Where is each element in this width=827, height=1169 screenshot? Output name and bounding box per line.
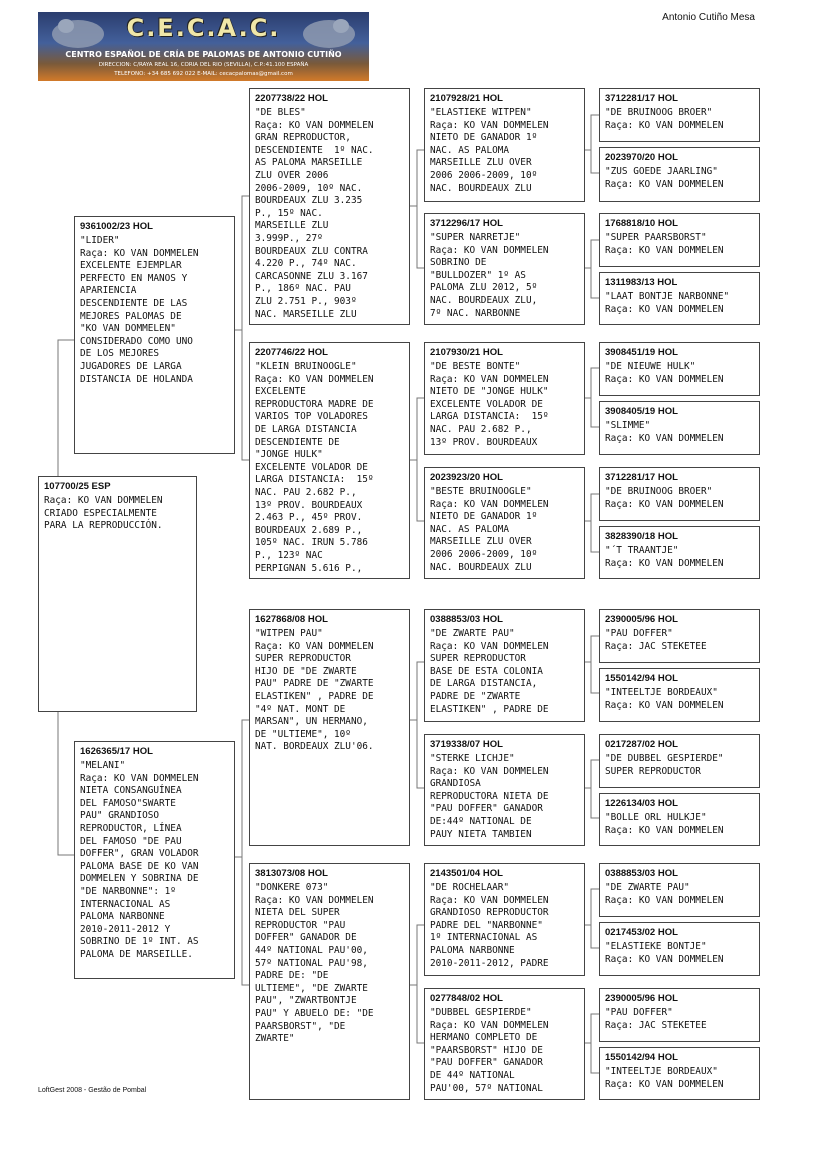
grandparent-card (249, 88, 410, 325)
ring-number: 0388853/03 HOL (605, 868, 678, 879)
ring-number: 1768818/10 HOL (605, 218, 678, 229)
grandparent-card (249, 609, 410, 846)
description: "DE BRUINOOG BROER" Raça: KO VAN DOMMELEN (605, 486, 724, 510)
description: "SLIMME" Raça: KO VAN DOMMELEN (605, 420, 724, 444)
great-grandparent-card (424, 88, 585, 202)
great-grandparent-card (424, 342, 585, 455)
ring-number: 2107930/21 HOL (430, 347, 503, 358)
ancestor-card (599, 213, 760, 267)
grandparent-card (249, 863, 410, 1100)
footer-text: LoftGest 2008 - Gestão de Pombal (38, 1087, 147, 1094)
great-grandparent-card (424, 609, 585, 722)
description: "INTEELTJE BORDEAUX" Raça: KO VAN DOMMELEN (605, 687, 724, 711)
logo-subtitle: CENTRO ESPAÑOL DE CRÍA DE PALOMAS DE ANTONIO CUTIÑO (65, 50, 342, 59)
great-grandparent-card (424, 988, 585, 1100)
ring-number: 1311983/13 HOL (605, 277, 678, 288)
great-grandparent-card (424, 213, 585, 325)
ancestor-card (599, 793, 760, 846)
description: Raça: KO VAN DOMMELEN CRIADO ESPECIALMENTE PARA LA REPRODUCCIÓN. (44, 495, 163, 532)
ring-number: 107700/25 ESP (44, 481, 111, 492)
ring-number: 2207746/22 HOL (255, 347, 328, 358)
description: "SUPER NARRETJE" Raça: KO VAN DOMMELEN SOBRINO DE "BULLDOZER" 1º AS PALOMA ZLU 2012, 5º NAC. BOURDEAUX ZLU, 7º NAC. NARBONNE (430, 232, 549, 319)
ring-number: 2390005/96 HOL (605, 993, 678, 1004)
description: "KLEIN BRUINOOGLE" Raça: KO VAN DOMMELEN EXCELENTE REPRODUCTORA MADRE DE VARIOS TOP VOLADORES DE LARGA DISTANCIA DESCENDIENTE DE "JONGE HULK" EXCELENTE VOLADOR DE LARGA DISTANCIA: 15º NAC. PAU 2.682 P., 13º PROV. BOURDEAUX 2.463 P., 45º PROV. BOURDEAUX 2.689 P., 105º NAC. IRUN 5.786 P., 123º NAC PERPIGNAN 5.616 P., (255, 361, 374, 574)
ring-number: 1550142/94 HOL (605, 673, 678, 684)
ring-number: 0217287/02 HOL (605, 739, 678, 750)
description: "INTEELTJE BORDEAUX" Raça: KO VAN DOMMELEN (605, 1066, 724, 1090)
sire-card (74, 216, 235, 454)
ancestor-card (599, 401, 760, 455)
description: "SUPER PAARSBORST" Raça: KO VAN DOMMELEN (605, 232, 724, 256)
ring-number: 0277848/02 HOL (430, 993, 503, 1004)
ancestor-card (599, 1047, 760, 1100)
description: "PAU DOFFER" Raça: JAC STEKETEE (605, 1007, 707, 1031)
description: "DE ROCHELAAR" Raça: KO VAN DOMMELEN GRANDIOSO REPRODUCTOR PADRE DEL "NARBONNE" 1º INTERNACIONAL AS PALOMA NARBONNE 2010-2011-2012, PADRE (430, 882, 549, 969)
ring-number: 2143501/04 HOL (430, 868, 503, 879)
ancestor-card (599, 467, 760, 521)
description: "BESTE BRUINOOGLE" Raça: KO VAN DOMMELEN NIETO DE GANADOR 1º NAC. AS PALOMA MARSEILLE ZLU OVER 2006 2006-2009, 10º NAC. BOURDEAUX ZLU (430, 486, 549, 573)
ancestor-card (599, 609, 760, 663)
ancestor-card (599, 668, 760, 722)
great-grandparent-card (424, 863, 585, 976)
description: "WITPEN PAU" Raça: KO VAN DOMMELEN SUPER REPRODUCTOR HIJO DE "DE ZWARTE PAU" PADRE DE "ZWARTE ELASTIKEN" , PADRE DE "4º NAT. MONT DE MARSAN", UN HERMANO, DE "ULTIEME", 10º NAT. BORDEAUX ZLU'06. (255, 628, 374, 753)
description: "LAAT BONTJE NARBONNE" Raça: KO VAN DOMMELEN (605, 291, 730, 315)
ring-number: 3719338/07 HOL (430, 739, 503, 750)
grandparent-card (249, 342, 410, 579)
description: "ZUS GOEDE JAARLING" Raça: KO VAN DOMMELEN (605, 166, 724, 190)
description: "PAU DOFFER" Raça: JAC STEKETEE (605, 628, 707, 652)
description: "DE ZWARTE PAU" Raça: KO VAN DOMMELEN SUPER REPRODUCTOR BASE DE ESTA COLONIA DE LARGA DISTANCIA, PADRE DE "ZWARTE ELASTIKEN" , PADRE DE (430, 628, 549, 715)
subject-card (38, 476, 197, 712)
ancestor-card (599, 88, 760, 142)
ring-number: 2207738/22 HOL (255, 93, 328, 104)
ring-number: 3712281/17 HOL (605, 472, 678, 483)
ancestor-card (599, 863, 760, 917)
description: "ELASTIEKE BONTJE" Raça: KO VAN DOMMELEN (605, 941, 724, 965)
ring-number: 3712281/17 HOL (605, 93, 678, 104)
ancestor-card (599, 272, 760, 325)
description: "DE ZWARTE PAU" Raça: KO VAN DOMMELEN (605, 882, 724, 906)
description: "DE BESTE BONTE" Raça: KO VAN DOMMELEN NIETO DE "JONGE HULK" EXCELENTE VOLADOR DE LARGA DISTANCIA: 15º NAC. PAU 2.682 P., 13º PROV. BOURDEAUX (430, 361, 549, 448)
ring-number: 3908451/19 HOL (605, 347, 678, 358)
ancestor-card (599, 342, 760, 396)
great-grandparent-card (424, 467, 585, 579)
ancestor-card (599, 922, 760, 976)
description: "DE NIEUWE HULK" Raça: KO VAN DOMMELEN (605, 361, 724, 385)
description: "´T TRAANTJE" Raça: KO VAN DOMMELEN (605, 545, 724, 569)
ring-number: 0388853/03 HOL (430, 614, 503, 625)
ring-number: 2390005/96 HOL (605, 614, 678, 625)
description: "MELANI" Raça: KO VAN DOMMELEN NIETA CONSANGUÍNEA DEL FAMOSO"SWARTE PAU" GRANDIOSO REPRODUCTOR, LÍNEA DEL FAMOSO "DE PAU DOFFER", GRAN VOLADOR PALOMA BASE DE KO VAN DOMMELEN Y SOBRINA DE "DE NARBONNE": 1º INTERNACIONAL AS PALOMA NARBONNE 2010-2011-2012 Y SOBRINO DE 1º INT. AS PALOMA DE MARSEILLE. (80, 760, 199, 960)
ancestor-card (599, 988, 760, 1042)
ancestor-card (599, 147, 760, 202)
ring-number: 2023923/20 HOL (430, 472, 503, 483)
description: "BOLLE ORL HULKJE" Raça: KO VAN DOMMELEN (605, 812, 724, 836)
logo-title: C.E.C.A.C. (126, 14, 281, 42)
ancestor-card (599, 734, 760, 788)
ring-number: 0217453/02 HOL (605, 927, 678, 938)
ring-number: 2023970/20 HOL (605, 152, 678, 163)
ring-number: 3908405/19 HOL (605, 406, 678, 417)
logo-phone: TELEFONO: +34 685 692 022 E-MAIL: cecacpalomas@gmail.com (114, 71, 293, 77)
description: "DUBBEL GESPIERDE" Raça: KO VAN DOMMELEN HERMANO COMPLETO DE "PAARSBORST" HIJO DE "PAU DOFFER" GANADOR DE 44º NATIONAL PAU'00, 57º NATIONAL (430, 1007, 549, 1094)
description: "DE DUBBEL GESPIERDE" SUPER REPRODUCTOR (605, 753, 724, 777)
ring-number: 9361002/23 HOL (80, 221, 153, 232)
logo-address: DIRECCION: C/RAYA REAL 16, CORIA DEL RIO (SEVILLA), C.P.:41.100 ESPAÑA (98, 62, 309, 68)
ring-number: 1627868/08 HOL (255, 614, 328, 625)
description: "DONKERE 073" Raça: KO VAN DOMMELEN NIETA DEL SUPER REPRODUCTOR "PAU DOFFER" GANADOR DE 44º NATIONAL PAU'00, 57º NATIONAL PAU'98, PADRE DE: "DE ULTIEME", "DE ZWARTE PAU", "ZWARTBONTJE PAU" Y ABUELO DE: "DE PAARSBORST", "DE ZWARTE" (255, 882, 374, 1045)
description: "ELASTIEKE WITPEN" Raça: KO VAN DOMMELEN NIETO DE GANADOR 1º NAC. AS PALOMA MARSEILLE ZLU OVER 2006 2006-2009, 10º NAC. BOURDEAUX ZLU (430, 107, 549, 194)
ring-number: 1626365/17 HOL (80, 746, 153, 757)
ring-number: 1550142/94 HOL (605, 1052, 678, 1063)
great-grandparent-card (424, 734, 585, 846)
ring-number: 3712296/17 HOL (430, 218, 503, 229)
ring-number: 3828390/18 HOL (605, 531, 678, 542)
dam-card (74, 741, 235, 979)
description: "DE BRUINOOG BROER" Raça: KO VAN DOMMELEN (605, 107, 724, 131)
description: "LIDER" Raça: KO VAN DOMMELEN EXCELENTE EJEMPLAR PERFECTO EN MANOS Y APARIENCIA DESCENDIENTE DE LAS MEJORES PALOMAS DE "KO VAN DOMMELEN" CONSIDERADO COMO UNO DE LOS MEJORES JUGADORES DE LARGA DISTANCIA DE HOLANDA (80, 235, 199, 385)
owner-name: Antonio Cutiño Mesa (662, 12, 755, 23)
ring-number: 3813073/08 HOL (255, 868, 328, 879)
ring-number: 2107928/21 HOL (430, 93, 503, 104)
description: "STERKE LICHJE" Raça: KO VAN DOMMELEN GRANDIOSA REPRODUCTORA NIETA DE "PAU DOFFER" GANADOR DE:44º NATIONAL DE PAUY NIETA TAMBIEN (430, 753, 549, 840)
ancestor-card (599, 526, 760, 579)
ring-number: 1226134/03 HOL (605, 798, 678, 809)
description: "DE BLES" Raça: KO VAN DOMMELEN GRAN REPRODUCTOR, DESCENDIENTE 1º NAC. AS PALOMA MARSEILLE ZLU OVER 2006 2006-2009, 10º NAC. BOURDEAUX ZLU 3.235 P., 15º NAC. MARSEILLE ZLU 3.999P., 27º BOURDEAUX ZLU CONTRA 4.220 P., 74º NAC. CARCASONNE ZLU 3.167 P., 186º NAC. PAU ZLU 2.751 P., 903º NAC. MARSEILLE ZLU (255, 107, 374, 320)
